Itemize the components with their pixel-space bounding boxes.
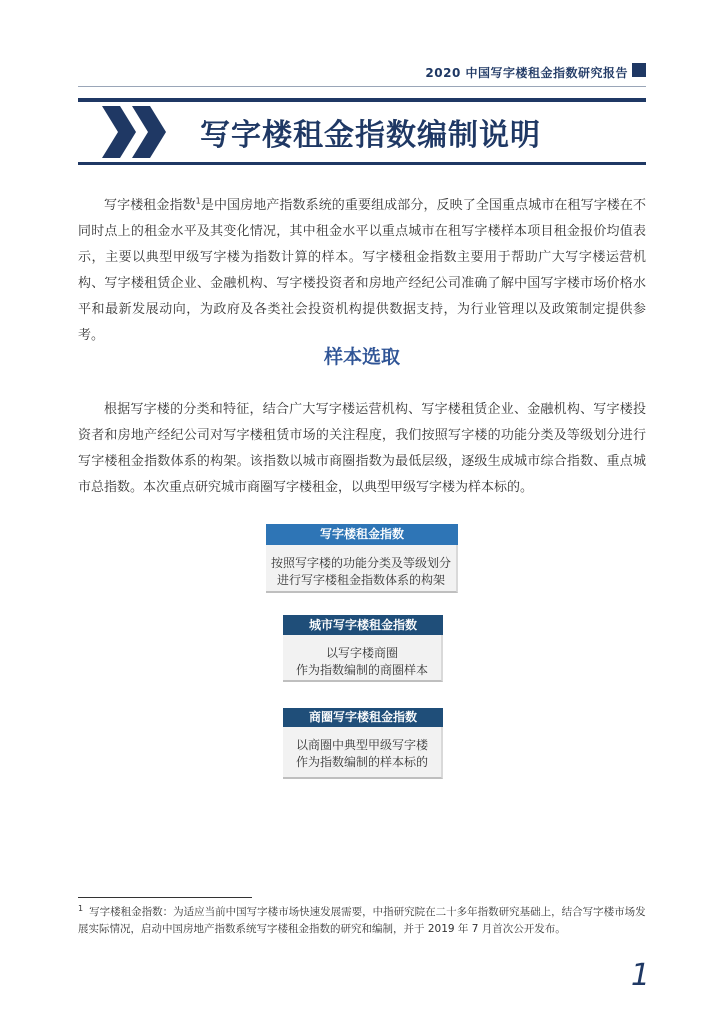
double-chevron-icon bbox=[102, 106, 168, 158]
index-level-box-title: 城市写字楼租金指数 bbox=[283, 615, 443, 635]
index-level-box-title: 写字楼租金指数 bbox=[266, 524, 458, 545]
intro-lead: 写字楼租金指数 bbox=[104, 198, 196, 213]
intro-text: 是中国房地产指数系统的重要组成部分，反映了全国重点城市在租写字楼在不同时点上的租金水平及其变化情况，其中租金水平以重点城市在租写字楼样本项目租金报价均值表示，主要以典型甲级写字楼为指数计算的样本。写字楼租金指数主要用于帮助广大写字楼运营机构、写字楼租赁企业、金融机构、写字楼投资者和房地产经纪公司准确了解中国写字楼市场价格水平和最新发展动向，为政府及各类社会投资机构提供数据支持，为行业管理以及政策制定提供参考。 bbox=[78, 198, 646, 343]
header-divider bbox=[78, 86, 646, 87]
section-paragraph: 根据写字楼的分类和特征，结合广大写字楼运营机构、写字楼租赁企业、金融机构、写字楼投资者和房地产经纪公司对写字楼租赁市场的关注程度，我们按照写字楼的功能分类及等级划分进行写字楼租金指数体系的构架。该指数以城市商圈指数为最低层级，逐级生成城市综合指数、重点城市总指数。本次重点研究城市商圈写字楼租金，以典型甲级写字楼为样本标的。 bbox=[78, 402, 646, 495]
index-level-box-3 bbox=[283, 708, 443, 779]
index-level-box-1 bbox=[266, 524, 458, 593]
index-level-box-line: 以商圈中典型甲级写字楼 bbox=[295, 738, 428, 752]
index-level-box-line: 作为指数编制的商圈样本 bbox=[295, 663, 428, 677]
section-heading: 样本选取 bbox=[323, 346, 400, 368]
index-level-box-body bbox=[283, 727, 443, 779]
index-level-box-line: 作为指数编制的样本标的 bbox=[295, 755, 428, 769]
index-level-box-body bbox=[283, 635, 443, 682]
index-level-box-line: 以写字楼商圈 bbox=[325, 646, 398, 660]
header-square-marker bbox=[632, 63, 646, 77]
title-band-top-rule bbox=[78, 98, 646, 102]
index-level-box-title: 商圈写字楼租金指数 bbox=[283, 708, 443, 727]
page-number: 1 bbox=[630, 958, 650, 993]
page-title: 写字楼租金指数编制说明 bbox=[200, 118, 541, 153]
footnote-divider bbox=[78, 897, 252, 898]
index-level-box-2 bbox=[283, 615, 443, 682]
report-header-title: 2020 中国写字楼租金指数研究报告 bbox=[425, 66, 628, 80]
footnote-mark: 1 bbox=[78, 903, 84, 913]
intro-paragraph bbox=[78, 193, 646, 349]
footnote-reference[interactable]: 1 bbox=[195, 196, 201, 206]
title-band-bottom-rule bbox=[78, 162, 646, 165]
index-level-box-line: 进行写字楼租金指数体系的构架 bbox=[276, 573, 445, 587]
footnote-text: 写字楼租金指数：为适应当前中国写字楼市场快速发展需要，中指研究院在二十多年指数研究基础上，结合写字楼市场发展实际情况，启动中国房地产指数系统写字楼租金指数的研究和编制，并于 2019 年 7 月首次公开发布。 bbox=[78, 906, 646, 935]
index-level-box-line: 按照写字楼的功能分类及等级划分 bbox=[270, 556, 451, 570]
index-level-box-body bbox=[266, 545, 458, 593]
footnote bbox=[78, 904, 646, 938]
